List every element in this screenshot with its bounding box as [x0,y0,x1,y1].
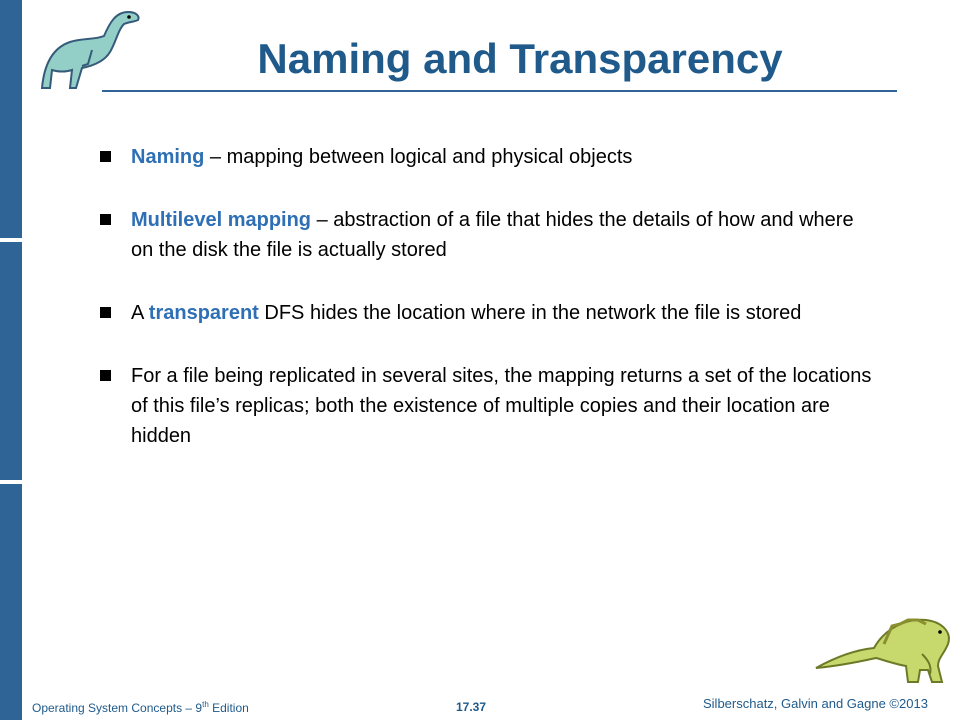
term-naming: Naming [131,146,205,168]
slide-title: Naming and Transparency [257,35,783,82]
footer-book-title-sup: th [202,700,209,709]
square-bullet-icon [100,151,111,162]
title-divider [102,90,897,92]
bullet-text: – mapping between logical and physical objects [204,146,633,168]
term-transparent: transparent [148,302,259,324]
square-bullet-icon [100,307,111,318]
bullet-item-multilevel-mapping [100,205,880,265]
side-accent-bar-top [0,0,22,238]
bullet-item-replication [100,361,880,451]
bullet-text: For a file being replicated in several sites, the mapping returns a set of the locations of this file’s replicas; both the existence of multiple copies and their location are hidden [131,365,872,447]
bullet-item-naming [100,142,880,172]
bullet-text: – abstraction of a file that hides the details of how and where on the disk the file is actually stored [131,209,854,261]
square-bullet-icon [100,214,111,225]
side-accent-bar-bottom [0,484,22,720]
square-bullet-icon [100,370,111,381]
footer-authors: Silberschatz, Galvin and Gagne ©2013 [703,696,928,711]
dinosaur-logo-icon [32,6,150,96]
bullet-text: DFS hides the location where in the network the file is stored [258,302,802,324]
bullet-item-transparent [100,298,880,328]
bullet-list [100,142,880,484]
dinosaur-logo-icon [814,608,960,686]
footer-book-title-main: Operating System Concepts – 9 [32,701,203,715]
bullet-prefix: A [131,302,149,324]
term-multilevel-mapping: Multilevel mapping [131,209,312,231]
footer-book-title-end: Edition [208,701,249,715]
footer-book-title [32,700,249,715]
page-number: 17.37 [456,700,487,714]
side-accent-bar-middle [0,242,22,480]
